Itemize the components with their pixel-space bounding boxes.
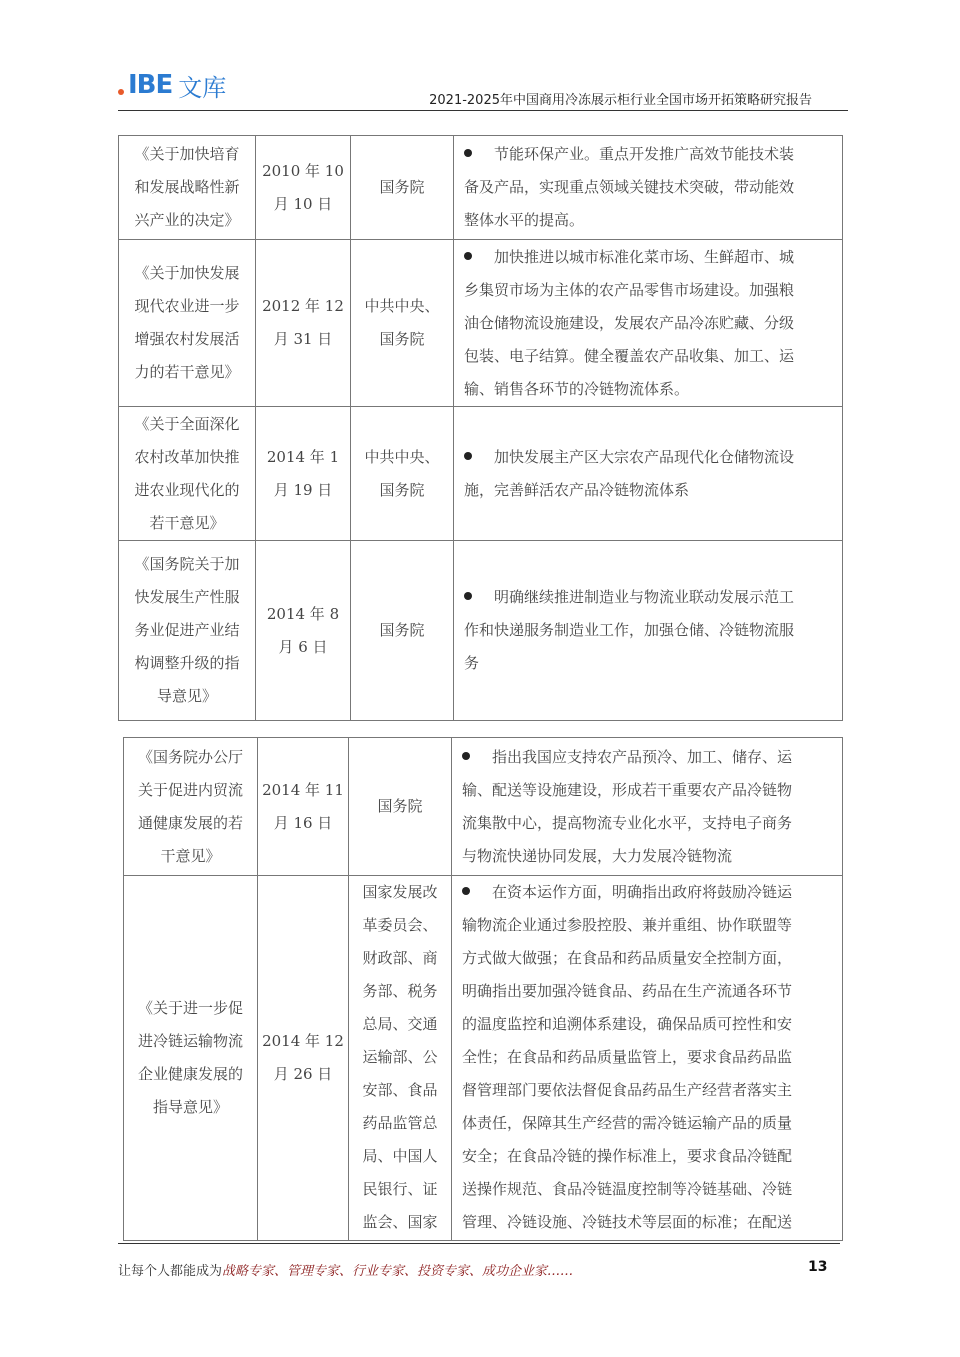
policy-name-line: 指导意见》	[152, 1098, 228, 1116]
policy-org-line: 国务院	[379, 330, 425, 348]
policy-org-line: 革委员会、	[362, 916, 438, 934]
policy-name-line: 导意见》	[156, 687, 217, 705]
content-line: 输、配送等设施建设，形成若干重要农产品冷链物	[462, 780, 793, 799]
content-line: 体责任，保障其生产经营的需冷链运输产品的质量	[462, 1114, 793, 1132]
policy-name-cell	[119, 136, 256, 240]
content-line: 全性；在食品和药品质量监管上，要求食品药品监	[462, 1048, 793, 1066]
policy-name-line: 力的若干意见》	[134, 363, 240, 381]
policy-date-line: 月 26 日	[273, 1065, 333, 1083]
policy-org-cell	[351, 407, 454, 541]
footer-divider	[118, 1243, 840, 1244]
content-line: 作和快递服务制造业工作，加强仓储、冷链物流服	[464, 621, 795, 639]
content-line: 施，完善鲜活农产品冷链物流体系	[464, 480, 690, 499]
logo-mark: IBE	[128, 70, 173, 100]
header-divider	[118, 110, 848, 111]
policy-date-line: 月 19 日	[273, 480, 333, 499]
policy-name-cell	[119, 240, 256, 407]
policy-name-line: 《国务院关于加	[134, 555, 240, 573]
content-line: 在资本运作方面，明确指出政府将鼓励冷链运	[462, 876, 836, 909]
policy-name-line: 《关于全面深化	[134, 414, 240, 433]
policy-name-cell	[119, 407, 256, 541]
content-line: 明确继续推进制造业与物流业联动发展示范工	[464, 581, 836, 614]
policy-name-line: 构调整升级的指	[134, 654, 240, 672]
policy-org-cell	[351, 136, 454, 240]
content-line: 务	[464, 654, 480, 672]
content-line: 督管理部门要依法督促食品药品生产经营者落实主	[462, 1081, 793, 1099]
content-line: 管理、冷链设施、冷链技术等层面的标准；在配送	[462, 1213, 793, 1231]
table-row	[119, 407, 843, 541]
content-line: 整体水平的提高。	[464, 211, 585, 229]
policy-name-line: 企业健康发展的	[137, 1065, 243, 1083]
policy-date-cell	[258, 876, 349, 1241]
table-row	[124, 738, 843, 876]
policy-name-cell	[119, 541, 256, 721]
policy-content-cell	[454, 136, 843, 240]
content-line: 加快推进以城市标准化菜市场、生鲜超市、城	[464, 241, 836, 274]
bullet-icon	[462, 887, 470, 895]
policy-date-line: 月 10 日	[273, 194, 333, 213]
policy-table-2	[123, 737, 843, 1241]
bullet-icon	[464, 252, 472, 260]
bullet-icon	[464, 592, 472, 600]
policy-date-cell	[256, 541, 351, 721]
content-line: 送操作规范、食品冷链温度控制等冷链基础、冷链	[462, 1180, 793, 1198]
footer-slogan-prefix: 让每个人都能成为	[118, 1264, 223, 1279]
policy-date-line: 2010 年 10	[262, 161, 344, 180]
policy-org-line: 务部、税务	[362, 982, 438, 1000]
policy-org-line: 国家发展改	[362, 883, 438, 901]
policy-name-cell	[124, 738, 258, 876]
logo	[118, 70, 226, 100]
policy-name-line: 和发展战略性新	[134, 178, 240, 196]
policy-name-line: 增强农村发展活	[134, 330, 240, 348]
policy-date-cell	[256, 407, 351, 541]
policy-name-line: 若干意见》	[149, 513, 225, 532]
policy-org-line: 运输部、公	[362, 1048, 438, 1066]
content-line: 流集散中心，提高物流专业化水平，支持电子商务	[462, 813, 793, 832]
table-row	[119, 240, 843, 407]
policy-table-1	[118, 135, 843, 721]
policy-date-line: 月 6 日	[278, 637, 328, 656]
policy-org-line: 安部、食品	[362, 1081, 438, 1099]
policy-name-line: 进冷链运输物流	[137, 1032, 243, 1050]
policy-org-line: 财政部、商	[362, 949, 438, 967]
policy-name-line: 务业促进产业结	[134, 621, 240, 639]
policy-org-line: 国务院	[379, 621, 425, 639]
policy-name-line: 《关于进一步促	[137, 999, 243, 1017]
policy-date-line: 2014 年 1	[266, 447, 340, 466]
policy-name-line: 干意见》	[160, 846, 221, 865]
content-line: 与物流快递协同发展，大力发展冷链物流	[462, 846, 733, 865]
policy-content-cell	[452, 876, 843, 1241]
report-title: 2021-2025年中国商用冷冻展示柜行业全国市场开拓策略研究报告	[429, 93, 812, 108]
policy-date-line: 2014 年 12	[262, 1032, 344, 1050]
content-line: 包装、电子结算。健全覆盖农产品收集、加工、运	[464, 346, 795, 365]
policy-name-line: 进农业现代化的	[134, 480, 240, 499]
policy-name-line: 通健康发展的若	[137, 813, 243, 832]
logo-text: 文库	[178, 73, 227, 102]
policy-name-line: 《关于加快培育	[134, 145, 240, 163]
content-line: 明确指出要加强冷链食品、药品在生产流通各环节	[462, 982, 793, 1000]
policy-name-line: 《关于加快发展	[134, 264, 240, 282]
policy-org-cell	[351, 541, 454, 721]
policy-date-line: 月 16 日	[273, 813, 333, 832]
policy-org-line: 国务院	[379, 178, 425, 196]
policy-name-line: 兴产业的决定》	[134, 211, 240, 229]
content-line: 方式做大做强；在食品和药品质量安全控制方面，	[462, 949, 793, 967]
policy-org-line: 民银行、证	[362, 1180, 438, 1198]
policy-org-line: 药品监管总	[362, 1114, 438, 1132]
policy-org-line: 国务院	[377, 797, 423, 815]
policy-name-cell	[124, 876, 258, 1241]
bullet-icon	[464, 149, 472, 157]
policy-org-cell	[351, 240, 454, 407]
content-line: 油仓储物流设施建设，发展农产品冷冻贮藏、分级	[464, 313, 795, 332]
table-row	[124, 876, 843, 1241]
policy-date-cell	[256, 240, 351, 407]
policy-name-line: 现代农业进一步	[134, 297, 240, 315]
table-row	[119, 136, 843, 240]
policy-org-line: 局、中国人	[362, 1147, 438, 1165]
policy-org-line: 中共中央、	[364, 447, 440, 466]
policy-name-line: 《国务院办公厅	[137, 747, 243, 766]
policy-org-line: 总局、交通	[362, 1015, 438, 1033]
policy-org-cell	[349, 738, 452, 876]
policy-name-line: 农村改革加快推	[134, 447, 240, 466]
content-line: 输、销售各环节的冷链物流体系。	[464, 379, 690, 398]
footer-slogan-emphasis: 战略专家、管理专家、行业专家、投资专家、成功企业家……	[222, 1264, 574, 1279]
policy-content-cell	[454, 240, 843, 407]
footer-slogan	[118, 1260, 573, 1279]
policy-content-cell	[454, 407, 843, 541]
policy-date-line: 2014 年 11	[262, 780, 344, 799]
content-line: 节能环保产业。重点开发推广高效节能技术装	[464, 138, 836, 171]
policy-date-cell	[258, 738, 349, 876]
policy-date-line: 2012 年 12	[262, 297, 344, 315]
policy-org-line: 监会、国家	[362, 1213, 438, 1231]
content-line: 输物流企业通过参股控股、兼并重组、协作联盟等	[462, 916, 793, 934]
policy-org-line: 国务院	[379, 480, 425, 499]
table-row	[119, 541, 843, 721]
policy-content-cell	[454, 541, 843, 721]
policy-name-line: 关于促进内贸流	[137, 780, 243, 799]
policy-date-line: 月 31 日	[273, 330, 333, 348]
page-number: 13	[808, 1259, 828, 1275]
content-line: 的温度监控和追溯体系建设，确保品质可控性和安	[462, 1015, 793, 1033]
bullet-icon	[464, 452, 472, 460]
content-line: 加快发展主产区大宗农产品现代化仓储物流设	[464, 441, 836, 474]
content-line: 乡集贸市场为主体的农产品零售市场建设。加强粮	[464, 280, 795, 299]
logo-dot	[118, 89, 124, 95]
bullet-icon	[462, 752, 470, 760]
policy-date-cell	[256, 136, 351, 240]
policy-date-line: 2014 年 8	[266, 604, 340, 623]
policy-org-cell	[349, 876, 452, 1241]
policy-org-line: 中共中央、	[364, 297, 440, 315]
content-line: 备及产品，实现重点领域关键技术突破，带动能效	[464, 178, 795, 196]
policy-name-line: 快发展生产性服	[134, 588, 240, 606]
content-line: 安全；在食品冷链的操作标准上，要求食品冷链配	[462, 1147, 793, 1165]
policy-content-cell	[452, 738, 843, 876]
content-line: 指出我国应支持农产品预冷、加工、储存、运	[462, 741, 836, 774]
page-header	[118, 62, 848, 112]
